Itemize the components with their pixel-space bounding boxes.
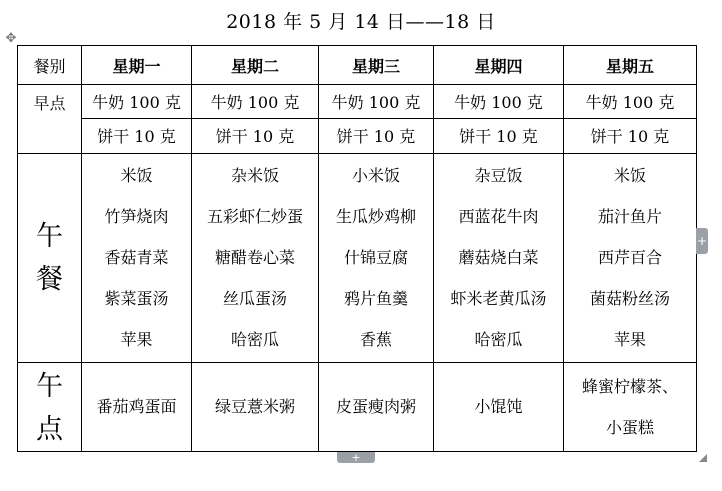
- breakfast-label-continued[interactable]: [18, 119, 82, 153]
- breakfast-item-tue-1[interactable]: 牛奶 100 克: [192, 85, 319, 119]
- lunch-cell-thu[interactable]: [434, 153, 564, 362]
- afternoon-label-char-2: 点: [36, 413, 63, 445]
- day-header-wed[interactable]: 星期三: [319, 46, 434, 85]
- day-header-tue[interactable]: 星期二: [192, 46, 319, 85]
- lunch-cell-mon[interactable]: [82, 153, 192, 362]
- breakfast-item-wed-2[interactable]: 饼干 10 克: [319, 119, 434, 153]
- lunch-label-char-1: 午: [36, 220, 63, 252]
- table-header-row: [18, 46, 697, 85]
- lunch-item: 鸦片鱼羹: [343, 289, 408, 308]
- weekly-menu-table: [17, 45, 697, 452]
- afternoon-item: 绿豆薏米粥: [214, 397, 295, 417]
- breakfast-item-tue-2[interactable]: 饼干 10 克: [192, 119, 319, 153]
- breakfast-item-wed-1[interactable]: 牛奶 100 克: [319, 85, 434, 119]
- breakfast-row-1: [18, 85, 697, 119]
- add-column-icon[interactable]: +: [696, 228, 708, 254]
- afternoon-snack-label[interactable]: [18, 362, 82, 451]
- breakfast-item-thu-2[interactable]: 饼干 10 克: [434, 119, 564, 153]
- afternoon-cell-tue[interactable]: [192, 362, 319, 451]
- lunch-cell-wed[interactable]: [319, 153, 434, 362]
- lunch-item: 米饭: [120, 166, 153, 185]
- lunch-item: 五彩虾仁炒蛋: [206, 207, 303, 226]
- afternoon-cell-mon[interactable]: [82, 362, 192, 451]
- breakfast-item-mon-1[interactable]: 牛奶 100 克: [82, 85, 192, 119]
- breakfast-item-fri-1[interactable]: 牛奶 100 克: [564, 85, 697, 119]
- lunch-item: 丝瓜蛋汤: [222, 289, 287, 308]
- lunch-item: 香蕉: [359, 330, 392, 349]
- lunch-item: 哈密瓜: [474, 330, 523, 349]
- table-move-icon[interactable]: ✥: [5, 31, 17, 46]
- document-title: 2018 年 5 月 14 日——18 日: [226, 11, 496, 33]
- day-header-mon[interactable]: 星期一: [82, 46, 192, 85]
- lunch-item: 西蓝花牛肉: [458, 207, 539, 226]
- afternoon-cell-wed[interactable]: [319, 362, 434, 451]
- afternoon-item: 蜂蜜柠檬茶、: [581, 376, 678, 396]
- lunch-item: 米饭: [613, 166, 646, 185]
- lunch-item: 苹果: [120, 330, 153, 349]
- breakfast-item-fri-2[interactable]: 饼干 10 克: [564, 119, 697, 153]
- lunch-cell-fri[interactable]: [564, 153, 697, 362]
- afternoon-cell-thu[interactable]: [434, 362, 564, 451]
- lunch-item: 西芹百合: [597, 248, 662, 267]
- lunch-item: 杂豆饭: [474, 166, 523, 185]
- lunch-item: 生瓜炒鸡柳: [335, 207, 416, 226]
- afternoon-item: 皮蛋瘦肉粥: [335, 397, 416, 417]
- meal-column-header[interactable]: 餐别: [18, 46, 82, 85]
- lunch-item: 什锦豆腐: [343, 248, 408, 267]
- lunch-label[interactable]: [18, 153, 82, 362]
- lunch-item: 苹果: [613, 330, 646, 349]
- lunch-item: 糖醋卷心菜: [214, 248, 295, 267]
- table-resize-icon[interactable]: [697, 452, 707, 462]
- lunch-item: 菌菇粉丝汤: [589, 289, 670, 308]
- lunch-item: 小米饭: [351, 166, 400, 185]
- lunch-item: 竹笋烧肉: [104, 207, 169, 226]
- afternoon-snack-row: [18, 362, 697, 451]
- lunch-cell-tue[interactable]: [192, 153, 319, 362]
- lunch-item: 紫菜蛋汤: [104, 289, 169, 308]
- breakfast-row-2: [18, 119, 697, 153]
- breakfast-item-thu-1[interactable]: 牛奶 100 克: [434, 85, 564, 119]
- breakfast-item-mon-2[interactable]: 饼干 10 克: [82, 119, 192, 153]
- add-row-icon[interactable]: +: [337, 452, 375, 463]
- lunch-item: 香菇青菜: [104, 248, 169, 267]
- afternoon-item: 小蛋糕: [605, 417, 654, 437]
- day-header-thu[interactable]: 星期四: [434, 46, 564, 85]
- lunch-item: 哈密瓜: [230, 330, 279, 349]
- breakfast-label[interactable]: 早点: [18, 85, 82, 119]
- afternoon-cell-fri[interactable]: [564, 362, 697, 451]
- lunch-item: 虾米老黄瓜汤: [450, 289, 547, 308]
- afternoon-item: 小馄饨: [474, 397, 523, 417]
- lunch-item: 蘑菇烧白菜: [458, 248, 539, 267]
- lunch-item: 茄汁鱼片: [597, 207, 662, 226]
- day-header-fri[interactable]: 星期五: [564, 46, 697, 85]
- lunch-item: 杂米饭: [230, 166, 279, 185]
- afternoon-label-char-1: 午: [36, 370, 63, 402]
- lunch-label-char-2: 餐: [36, 263, 63, 295]
- lunch-row: [18, 153, 697, 362]
- afternoon-item: 番茄鸡蛋面: [96, 397, 177, 417]
